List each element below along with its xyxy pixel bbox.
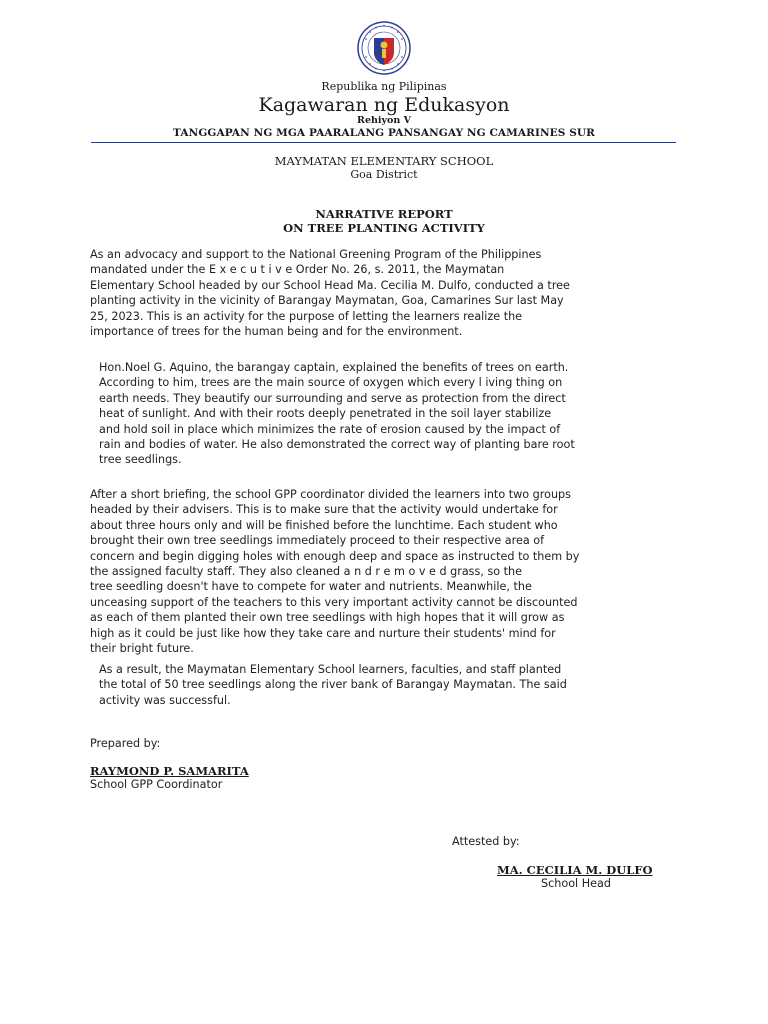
office-name: TANGGAPAN NG MGA PAARALANG PANSANGAY NG CAMARINES SUR [173, 127, 595, 139]
report-title: NARRATIVE REPORT [315, 207, 453, 221]
department-name: Kagawaran ng Edukasyon [258, 94, 510, 116]
report-paragraph: As a result, the Maymatan Elementary School learners, faculties, and staff planted the total of 50 tree seedlings along the river bank of Barangay Maymatan. The said activity was successful. [99, 663, 567, 707]
prepared-by-label: Prepared by: [90, 737, 161, 750]
report-paragraph: As an advocacy and support to the National Greening Program of the Philippines mandated under the E x e c u t i v e Order No. 26, s. 2011, the Maymatan Elementary School headed by our School Head Ma. Cecilia M. Dulfo, conducted a tree planting activity in the vicinity of Barangay Maymatan, Goa, Camarines Sur last May 25, 2023. This is an activity for the purpose of letting the learners realize the importance of trees for the human being and for the environment. [90, 248, 570, 339]
attested-by-name: MA. CECILIA M. DULFO [497, 863, 653, 877]
district-name: Goa District [350, 168, 418, 181]
prepared-by-title: School GPP Coordinator [90, 778, 223, 791]
republic-label: Republika ng Pilipinas [321, 80, 447, 93]
deped-seal-icon [357, 21, 411, 75]
prepared-by-name: RAYMOND P. SAMARITA [90, 764, 249, 778]
school-name: MAYMATAN ELEMENTARY SCHOOL [274, 154, 494, 168]
report-subtitle: ON TREE PLANTING ACTIVITY [283, 221, 485, 235]
report-paragraph: Hon.Noel G. Aquino, the barangay captain, explained the benefits of trees on earth. According to him, trees are the main source of oxygen which every l iving thing on earth needs. They beautify our surrounding and serve as protection from the direct heat of sunlight. And with their roots deeply penetrated in the soil layer stabilize and hold soil in place which minimizes the rate of erosion caused by the impact of rain and bodies of water. He also demonstrated the correct way of planting bare root tree seedlings. [99, 361, 575, 467]
region-label: Rehiyon V [357, 115, 411, 126]
report-paragraph: After a short briefing, the school GPP coordinator divided the learners into two groups headed by their advisers. This is to make sure that the activity would undertake for about three hours only and will be finished before the lunchtime. Each student who brought their own tree seedlings immediately proceed to their respective area of concern and begin digging holes with enough deep and space as instructed to them by the assigned faculty staff. They also cleaned a n d r e m o v e d grass, so the tree seedling doesn't have to compete for water and nutrients. Meanwhile, the unceasing support of the teachers to this very important activity cannot be discounted as each of them planted their own tree seedlings with high hopes that it will grow as high as it could be just like how they take care and nurture their students' mind for their bright future. [90, 488, 580, 656]
header-divider [91, 142, 676, 143]
attested-by-label: Attested by: [452, 835, 520, 848]
attested-by-title: School Head [541, 877, 611, 890]
